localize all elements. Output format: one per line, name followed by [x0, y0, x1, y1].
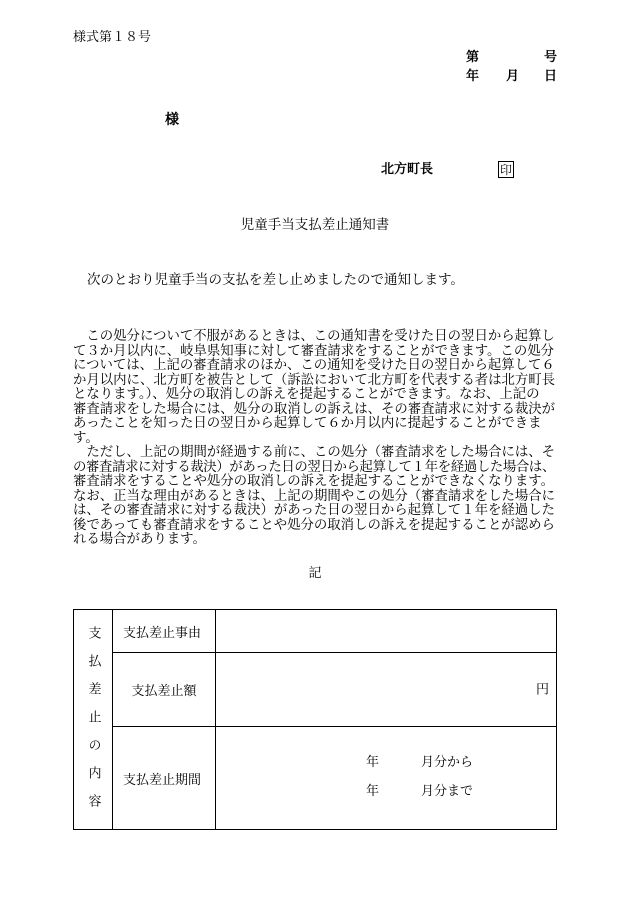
intro-text: 次のとおり児童手当の支払を差し止めましたので通知します。 [87, 272, 464, 288]
notice-line: す。 [73, 430, 99, 446]
period-label-cell [112, 726, 216, 830]
doc-number-suffix: 号 [544, 50, 558, 65]
form-number: 様式第１８号 [73, 30, 152, 45]
amount-unit: 円 [535, 682, 549, 697]
date-year-label: 年 [466, 69, 480, 84]
seal-label: 印 [499, 162, 512, 177]
reason-label-cell [112, 609, 216, 653]
reason-label: 支払差止事由 [123, 625, 202, 641]
date-month-label: 月 [506, 69, 520, 84]
notice-line: あったことを知った日の翌日から起算して６か月以内に提起することができま [73, 416, 542, 431]
period-from-year: 年 [366, 755, 380, 770]
notice-line: なお、正当な理由があるときは、上記の期間やこの処分（審査請求をした場合に [73, 488, 556, 504]
table-side-header: 支払差止の内容 [85, 626, 101, 822]
notice-line: 後であっても審査請求をすることや処分の取消しの訴えを提起することが認めら [73, 517, 555, 533]
date-day-label: 日 [544, 69, 558, 84]
notice-line: か月以内に、北方町を被告として（訴訟において北方町を代表する者は北方町長 [73, 372, 556, 388]
notice-line: の審査請求に対する裁決）があった日の翌日から起算して１年を経過した場合は、 [73, 459, 555, 475]
notice-line: については、上記の審査請求のほか、この通知を受けた日の翌日から起算して６ [73, 358, 555, 373]
period-value-cell [215, 726, 557, 830]
recipient-honorific: 様 [165, 112, 179, 128]
period-label: 支払差止期間 [123, 772, 202, 788]
issuer-name: 北方町長 [381, 162, 434, 177]
period-from-suffix: 月分から [421, 755, 474, 770]
notice-line: 審査請求をした場合には、処分の取消しの訴えは、その審査請求に対する裁決が [73, 401, 556, 417]
document-title: 児童手当支払差止通知書 [240, 217, 390, 233]
period-to-year: 年 [366, 784, 380, 799]
appeal-notice [73, 330, 557, 548]
reason-value-cell [215, 609, 557, 653]
notice-line: 審査請求をすることや処分の取消しの訴えを提起することができなくなります。 [73, 474, 554, 489]
ki-heading: 記 [308, 566, 322, 581]
seal-box [498, 161, 514, 178]
notice-line: ただし、上記の期間が経過する前に、この処分（審査請求をした場合には、そ [73, 445, 556, 460]
table-side-header-cell [73, 609, 113, 830]
notice-line: れる場合があります。 [73, 532, 206, 547]
doc-number-prefix: 第 [466, 50, 480, 65]
notice-line: て３か月以内に、岐阜県知事に対して審査請求をすることができます。この処分 [73, 343, 554, 359]
notice-line: は、その審査請求に対する裁決）があった日の翌日から起算して１年を経過した [73, 503, 555, 518]
amount-label-cell [112, 652, 216, 727]
amount-label: 支払差止額 [131, 684, 197, 699]
notice-line: この処分について不服があるときは、この通知書を受けた日の翌日から起算し [73, 329, 555, 344]
period-to-suffix: 月分まで [421, 784, 474, 799]
amount-value-cell [215, 652, 557, 727]
notice-line: となります。）、処分の取消しの訴えを提起することができます。なお、上記の [73, 387, 540, 402]
